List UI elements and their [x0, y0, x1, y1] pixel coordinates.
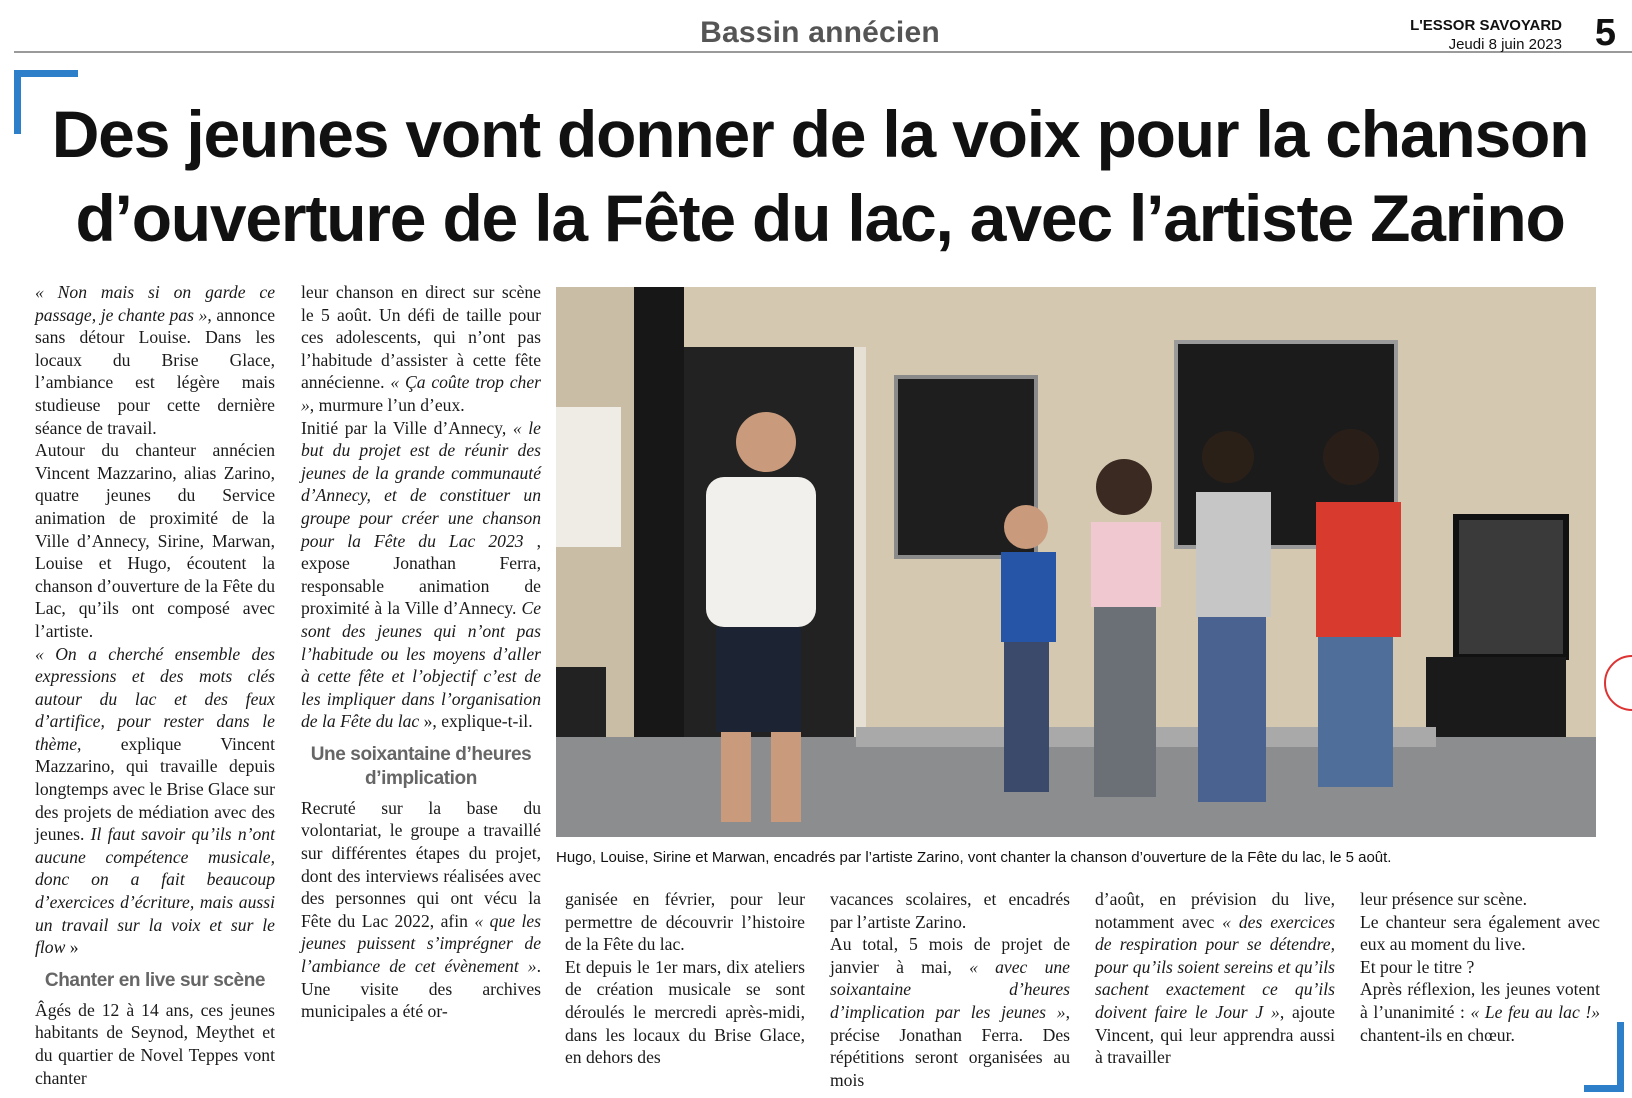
publication-name: L'ESSOR SAVOYARD [1410, 17, 1562, 34]
edge-circle-mark [1604, 655, 1632, 711]
paragraph: « Non mais si on garde ce passage, je chante pas », annonce sans détour Louise. Dans les locaux du Brise Glace, l’ambiance est légère mais studieuse pour cette dernière séance de travail. [35, 282, 275, 438]
paragraph: leur chanson en direct sur scène le 5 août. Un défi de taille pour ces adolescents, qui n’ont pas l’habitude d’assister à cette fête annécienne. « Ça coûte trop cher », murmure l’un d’eux. [301, 282, 541, 415]
article-column-5 [1095, 888, 1335, 1069]
paragraph: Le chanteur sera également avec eux au moment du live. [1360, 911, 1600, 955]
publication-date: Jeudi 8 juin 2023 [1448, 36, 1562, 53]
paragraph: Initié par la Ville d’Annecy, « le but du projet est de réunir des jeunes de la grande communauté d’Annecy, et de constituer un groupe pour créer une chanson pour la Fête du Lac 2023 , expose Jonathan Ferra, responsable animation de proximité à la Ville d’Annecy. Ce sont des jeunes qui n’ont pas l’habitude ou les moyens d’aller à cette fête et l’objectif c’est de les impliquer dans l’organisation de la Fête du lac », explique-t-il. [301, 417, 542, 732]
paragraph: ganisée en février, pour leur permettre de découvrir l’histoire de la Fête du lac. [565, 889, 805, 955]
article-column-2 [301, 281, 541, 1023]
photo-illustration [556, 287, 1596, 837]
paragraph: vacances scolaires, et encadrés par l’artiste Zarino. [830, 889, 1070, 932]
article-headline [40, 92, 1600, 260]
subheading-live: Chanter en live sur scène [44, 969, 266, 991]
paragraph: Et pour le titre ? [1360, 956, 1475, 977]
headline-line-1: Des jeunes vont donner de la voix pour la chanson [51, 97, 1589, 171]
paragraph: Âgés de 12 à 14 ans, ces jeunes habitants de Seynod, Meythet et du quartier de Novel Teppes vont chanter [35, 999, 275, 1088]
paragraph: Après réflexion, les jeunes votent à l’unanimité : « Le feu au lac !» chantent-ils en chœur. [1360, 979, 1600, 1045]
article-column-3 [565, 888, 805, 1069]
page-number: 5 [1594, 12, 1616, 54]
article-column-4 [830, 888, 1070, 1091]
article-photo [556, 287, 1596, 837]
publication-info [1410, 16, 1562, 54]
paragraph: Recruté sur la base du volontariat, le groupe a travaillé sur différentes étapes du projet, dont des interviews réalisées avec des personnes qui ont vécu la Fête du Lac 2022, afin « que les jeunes puissent s’imprégner de l’ambiance de cet évènement ». Une visite des archives municipales a été or- [301, 797, 541, 1022]
paragraph: Au total, 5 mois de projet de janvier à mai, « avec une soixantaine d’heures d’implication par les jeunes », précise Jonathan Ferra. Des répétitions seront organisées au mois [830, 934, 1070, 1090]
article-column-6 [1360, 888, 1600, 1046]
subheading-implication: Une soixantaine d’heures d’implication [310, 743, 532, 789]
section-title: Bassin annécien [700, 16, 940, 49]
paragraph: Et depuis le 1er mars, dix ateliers de création musicale se sont déroulés le mercredi après-midi, dans les locaux du Brise Glace, en dehors des [565, 956, 805, 1068]
paragraph: leur présence sur scène. [1360, 889, 1528, 909]
photo-caption: Hugo, Louise, Sirine et Marwan, encadrés par l’artiste Zarino, vont chanter la chanson d’ouverture de la Fête du lac, le 5 août. [556, 849, 1392, 866]
paragraph: Autour du chanteur annécien Vincent Mazzarino, alias Zarino, quatre jeunes du Service animation de proximité de la Ville d’Annecy, Sirine, Marwan, Louise et Hugo, écoutent la chanson d’ouverture de la Fête du Lac, qu’ils ont composé avec l’artiste. [35, 440, 275, 641]
header-rule [14, 51, 1632, 53]
headline-line-2: d’ouverture de la Fête du lac, avec l’artiste Zarino [75, 181, 1565, 255]
paragraph: « On a cherché ensemble des expressions et des mots clés autour du lac et des feux d’artifice, pour rester dans le thème, explique Vincent Mazzarino, qui travaille depuis longtemps avec le Brise Glace sur des projets de médiation avec des jeunes. Il faut savoir qu’ils n’ont aucune compétence musicale, donc on a fait beaucoup d’exercices d’écriture, mais aussi un travail sur la voix et sur le flow » [35, 643, 275, 958]
article-column-1 [35, 281, 275, 1089]
paragraph: d’août, en prévision du live, notamment avec « des exercices de respiration pour se détendre, pour qu’ils soient sereins et qu’ils sachent exactement ce qu’ils doivent faire le Jour J », ajoute Vincent, qui leur apprendra aussi à travailler [1095, 889, 1335, 1068]
